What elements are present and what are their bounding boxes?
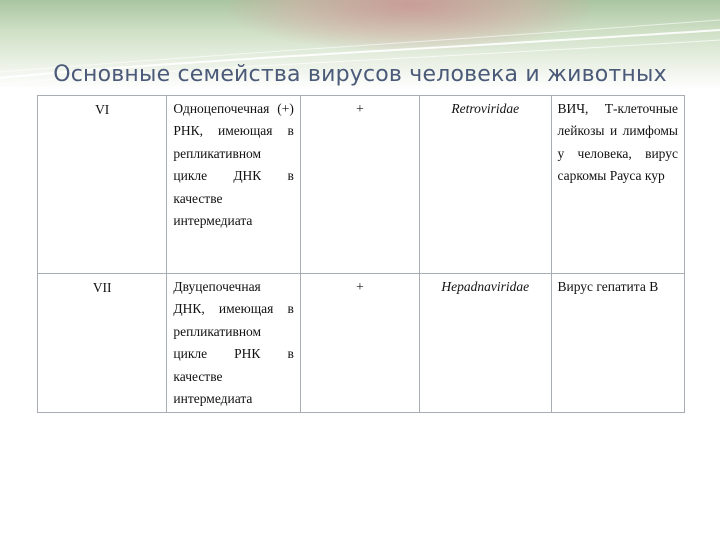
table-row <box>38 274 685 413</box>
examples-cell: Вирус гепатита B <box>551 274 685 413</box>
family-cell: Retroviridae <box>420 96 551 274</box>
family-cell: Hepadnaviridae <box>420 274 551 413</box>
examples-cell: ВИЧ, Т-клеточные лейкозы и лимфомы у человека, вирус саркомы Рауса кур <box>551 96 685 274</box>
virus-families-table <box>37 95 685 413</box>
table-row <box>38 96 685 274</box>
group-cell: VI <box>38 96 167 274</box>
genome-cell: Двуцепочечная ДНК, имеющая в репликативном цикле РНК в качестве интермедиата <box>167 274 300 413</box>
genome-cell: Одноцепочечная (+) РНК, имеющая в репликативном цикле ДНК в качестве интермедиата <box>167 96 300 274</box>
slide-title: Основные семейства вирусов человека и животных <box>53 62 667 87</box>
group-cell: VII <box>38 274 167 413</box>
sign-cell: + <box>300 274 419 413</box>
sign-cell: + <box>300 96 419 274</box>
